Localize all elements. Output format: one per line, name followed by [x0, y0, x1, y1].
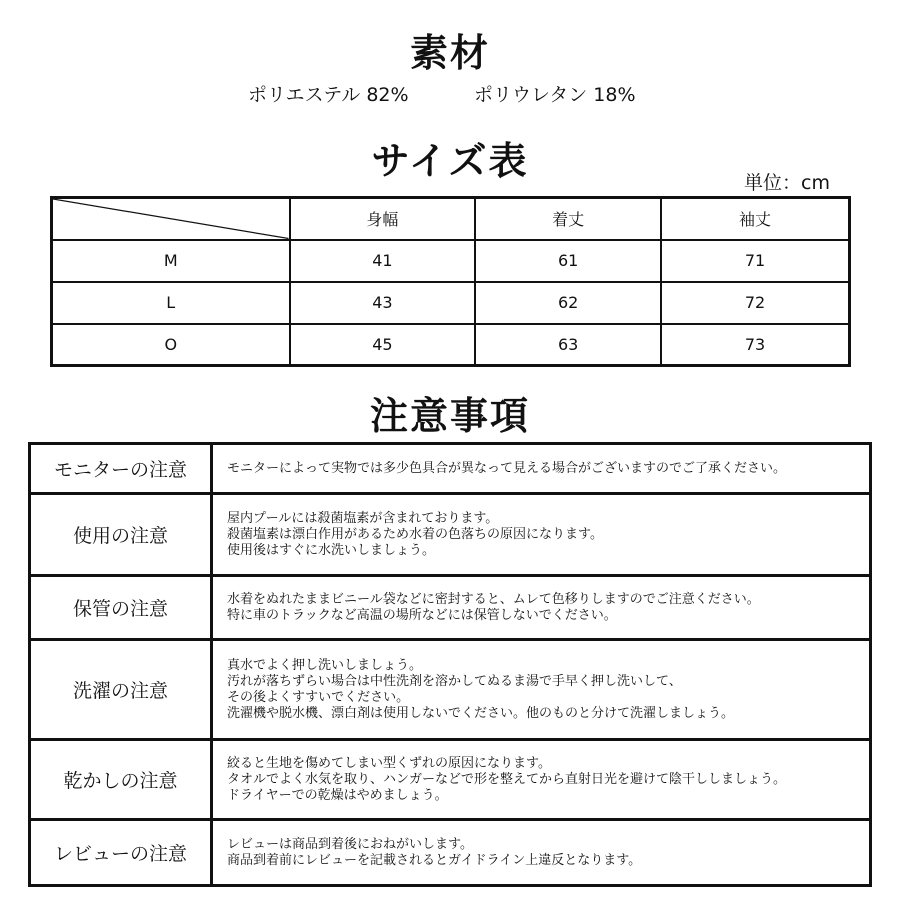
note-line: 商品到着前にレビューを記載されるとガイドライン上違反となります。	[227, 852, 642, 868]
size-label: L	[52, 282, 290, 324]
value-cell: 45	[290, 324, 476, 366]
note-text	[212, 820, 871, 886]
notes-table	[28, 442, 872, 887]
note-text	[212, 494, 871, 576]
note-label: 洗濯の注意	[30, 640, 212, 740]
material-title: 素材	[409, 31, 490, 75]
note-line: 屋内プールには殺菌塩素が含まれております。	[227, 510, 499, 526]
note-line: 殺菌塩素は漂白作用があるため水着の色落ちの原因になります。	[227, 526, 603, 542]
note-line: 汚れが落ちずらい場合は中性洗剤を溶かしてぬるま湯で手早く押し洗いして、	[227, 673, 682, 689]
note-line: 特に車のトラックなど高温の場所などには保管しないでください。	[227, 607, 617, 623]
note-label: レビューの注意	[30, 820, 212, 886]
size-chart-title: サイズ表	[371, 139, 529, 183]
size-table	[50, 196, 851, 367]
note-label: 使用の注意	[30, 494, 212, 576]
value-cell: 61	[475, 240, 661, 282]
table-row	[52, 324, 850, 366]
header-sleeve: 袖丈	[661, 198, 850, 240]
note-line: その後よくすすいでください。	[227, 689, 410, 705]
note-row-use	[30, 494, 871, 576]
note-row-drying	[30, 740, 871, 820]
unit-label: 単位：cm	[744, 172, 830, 194]
note-text	[212, 640, 871, 740]
note-line: 洗濯機や脱水機、漂白剤は使用しないでください。他のものと分けて洗濯しましょう。	[227, 705, 735, 721]
table-row	[52, 282, 850, 324]
note-line: 真水でよく押し洗いしましょう。	[227, 657, 423, 673]
diagonal-line	[53, 199, 289, 239]
note-line: 使用後はすぐに水洗いしましょう。	[227, 542, 436, 558]
notes-title: 注意事項	[369, 394, 530, 438]
note-text	[212, 740, 871, 820]
table-row	[52, 240, 850, 282]
size-table-header	[52, 198, 850, 240]
size-label: O	[52, 324, 290, 366]
note-line: タオルでよく水気を取り、ハンガーなどで形を整えてから直射日光を避けて陰干ししましょう。	[227, 771, 787, 787]
note-line: レビューは商品到着後におねがいします。	[227, 836, 473, 852]
note-text	[212, 444, 871, 494]
size-label: M	[52, 240, 290, 282]
note-line: ドライヤーでの乾燥はやめましょう。	[227, 787, 448, 803]
header-width: 身幅	[290, 198, 476, 240]
header-length: 着丈	[475, 198, 661, 240]
value-cell: 71	[661, 240, 850, 282]
value-cell: 62	[475, 282, 661, 324]
value-cell: 43	[290, 282, 476, 324]
material-polyester: ポリエステル 82%	[248, 84, 409, 106]
value-cell: 72	[661, 282, 850, 324]
note-label: モニターの注意	[30, 444, 212, 494]
note-row-monitor	[30, 444, 871, 494]
note-text	[212, 576, 871, 640]
note-row-storage	[30, 576, 871, 640]
note-label: 乾かしの注意	[30, 740, 212, 820]
corner-cell	[52, 198, 290, 240]
material-polyurethane: ポリウレタン 18%	[474, 84, 636, 106]
value-cell: 63	[475, 324, 661, 366]
note-line: 水着をぬれたままビニール袋などに密封すると、ムレて色移りしますのでご注意ください。	[227, 591, 760, 607]
note-label: 保管の注意	[30, 576, 212, 640]
value-cell: 73	[661, 324, 850, 366]
value-cell: 41	[290, 240, 476, 282]
note-row-washing	[30, 640, 871, 740]
note-row-review	[30, 820, 871, 886]
note-line: モニターによって実物では多少色具合が異なって見える場合がございますのでご了承ください。	[227, 460, 787, 476]
note-line: 絞ると生地を傷めてしまい型くずれの原因になります。	[227, 755, 551, 771]
